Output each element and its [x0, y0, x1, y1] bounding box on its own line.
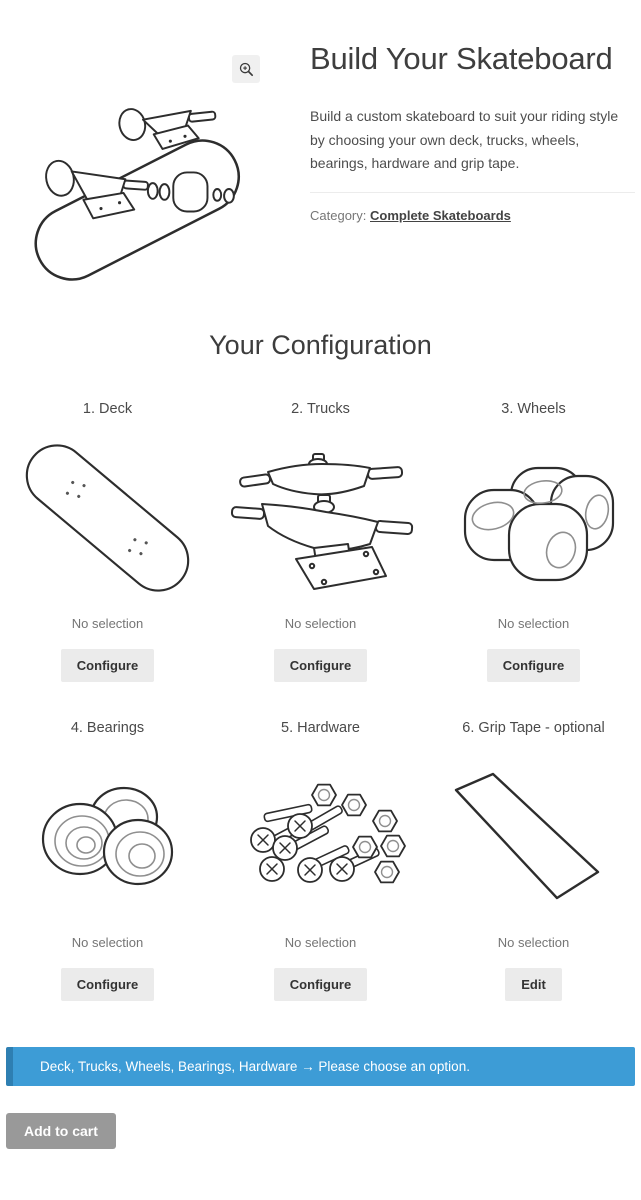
configuration-grid — [6, 401, 635, 1001]
selection-status-wheels: No selection — [497, 616, 570, 631]
component-title-deck: 1. Deck — [82, 401, 133, 417]
component-title-griptape: 6. Grip Tape - optional — [462, 720, 605, 736]
config-item-trucks — [219, 401, 422, 682]
configure-wheels-button[interactable]: Configure — [487, 649, 580, 682]
bearings-image — [6, 744, 209, 929]
configure-trucks-button[interactable]: Configure — [274, 649, 367, 682]
selection-status-hardware: No selection — [284, 935, 357, 950]
product-image-exploded-skateboard[interactable] — [16, 95, 270, 285]
config-item-hardware — [219, 720, 422, 1001]
hardware-image — [219, 744, 422, 929]
config-item-griptape — [432, 720, 635, 1001]
configuration-heading: Your Configuration — [209, 330, 432, 360]
component-title-trucks: 2. Trucks — [291, 401, 350, 417]
category-label: Category: — [310, 208, 367, 224]
bearings-illustration — [28, 767, 188, 907]
zoom-button[interactable] — [232, 55, 260, 83]
selection-status-bearings: No selection — [71, 935, 144, 950]
selection-status-griptape: No selection — [497, 935, 570, 950]
wheels-image — [432, 425, 635, 610]
product-summary — [310, 40, 635, 288]
notice-text: Deck, Trucks, Wheels, Bearings, Hardware → Please choose an option. — [40, 1059, 470, 1074]
component-title-wheels: 3. Wheels — [501, 401, 566, 417]
deck-image — [6, 425, 209, 610]
configure-deck-button[interactable]: Configure — [61, 649, 154, 682]
config-item-deck — [6, 401, 209, 682]
component-title-hardware: 5. Hardware — [281, 720, 360, 736]
category-link[interactable]: Complete Skateboards — [370, 208, 511, 224]
trucks-illustration — [226, 443, 416, 593]
hardware-illustration — [236, 767, 406, 907]
configure-hardware-button[interactable]: Configure — [274, 968, 367, 1001]
product-gallery[interactable] — [6, 40, 298, 288]
magnifier-plus-icon — [238, 61, 255, 78]
trucks-image — [219, 425, 422, 610]
config-item-wheels — [432, 401, 635, 682]
griptape-image — [432, 744, 635, 929]
product-description: Build a custom skateboard to suit your riding style by choosing your own deck, trucks, wheels, bearings, hardware and grip tape. — [310, 107, 619, 172]
config-item-bearings — [6, 720, 209, 1001]
wheels-illustration — [449, 448, 619, 588]
deck-illustration — [25, 428, 190, 608]
selection-status-deck: No selection — [71, 616, 144, 631]
product-meta — [310, 208, 635, 223]
component-title-bearings: 4. Bearings — [70, 720, 145, 736]
add-to-cart-button[interactable]: Add to cart — [6, 1113, 116, 1149]
product-summary-section — [6, 40, 635, 288]
product-title: Build Your Skateboard — [310, 41, 613, 76]
griptape-illustration — [434, 762, 634, 912]
configure-bearings-button[interactable]: Configure — [61, 968, 154, 1001]
notice-bar — [6, 1047, 635, 1086]
divider — [310, 192, 635, 193]
edit-griptape-button[interactable]: Edit — [505, 968, 562, 1001]
selection-status-trucks: No selection — [284, 616, 357, 631]
